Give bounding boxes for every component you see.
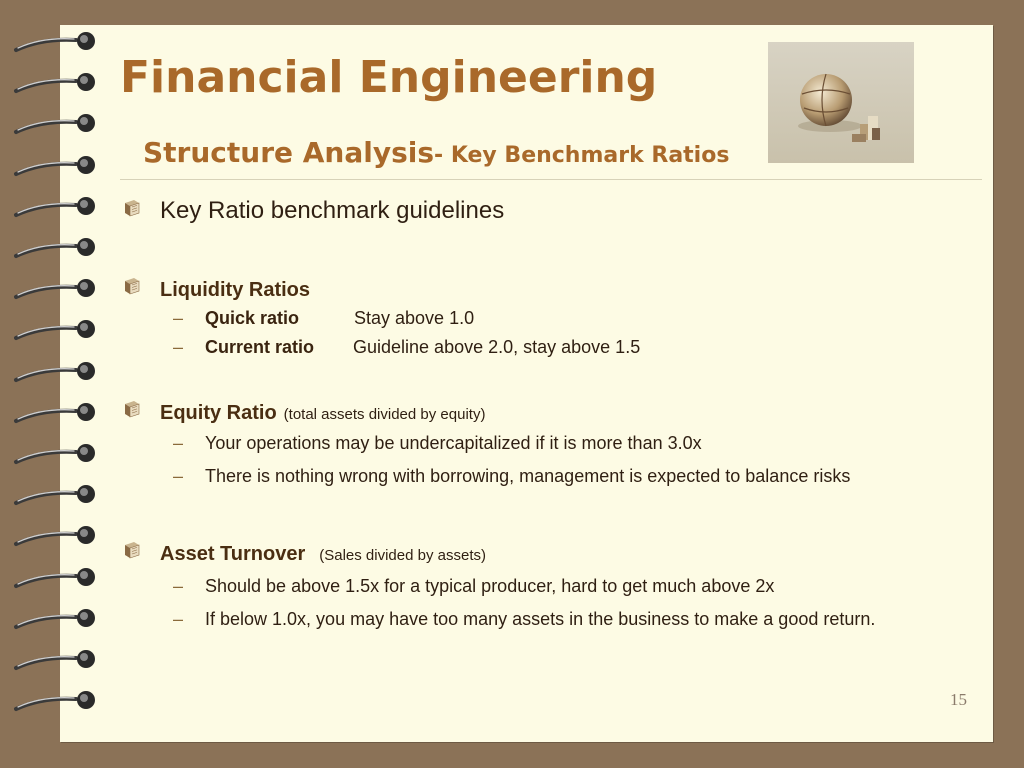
bullet-icon [122,399,160,419]
turnover-note: (Sales divided by assets) [319,547,486,564]
dash-marker: – [173,609,184,629]
item-text: Your operations may be undercapitalized if it is more than 3.0x [205,433,702,453]
bullet-equity [122,399,485,425]
item-text: Should be above 1.5x for a typical producer, hard to get much above 2x [205,576,775,596]
ratio-text: Stay above 1.0 [354,308,475,328]
ratio-term: Quick ratio [205,308,300,328]
bullet-liquidity [122,276,310,302]
subtitle-rest: - Key Benchmark Ratios [434,143,730,168]
dash-marker: – [173,337,184,357]
turnover-heading: Asset Turnover [160,543,306,565]
item-text: There is nothing wrong with borrowing, management is expected to balance risks [205,466,851,486]
bullet-intro [122,197,504,225]
intro-text: Key Ratio benchmark guidelines [160,197,505,224]
bullet-icon [122,198,160,218]
list-item [173,466,850,487]
liquidity-heading: Liquidity Ratios [160,279,310,301]
subtitle-main: Structure Analysis [143,136,435,169]
bullet-icon [122,540,160,560]
list-item [173,308,474,329]
list-item [173,609,875,630]
list-item [173,576,774,597]
bullet-turnover [122,540,486,566]
dash-marker: – [173,466,184,486]
equity-note: (total assets divided by equity) [283,406,486,423]
dash-marker: – [173,308,184,328]
list-item [173,433,702,454]
page-number: 15 [950,690,967,709]
dash-marker: – [173,433,184,453]
equity-heading: Equity Ratio [160,402,277,424]
dash-marker: – [173,576,184,596]
list-item [173,337,640,358]
bullet-icon [122,276,160,296]
ratio-text: Guideline above 2.0, stay above 1.5 [353,337,641,357]
item-text: If below 1.0x, you may have too many assets in the business to make a good return. [205,609,876,629]
page-title: Financial Engineering [120,52,658,103]
ratio-term: Current ratio [205,337,315,357]
